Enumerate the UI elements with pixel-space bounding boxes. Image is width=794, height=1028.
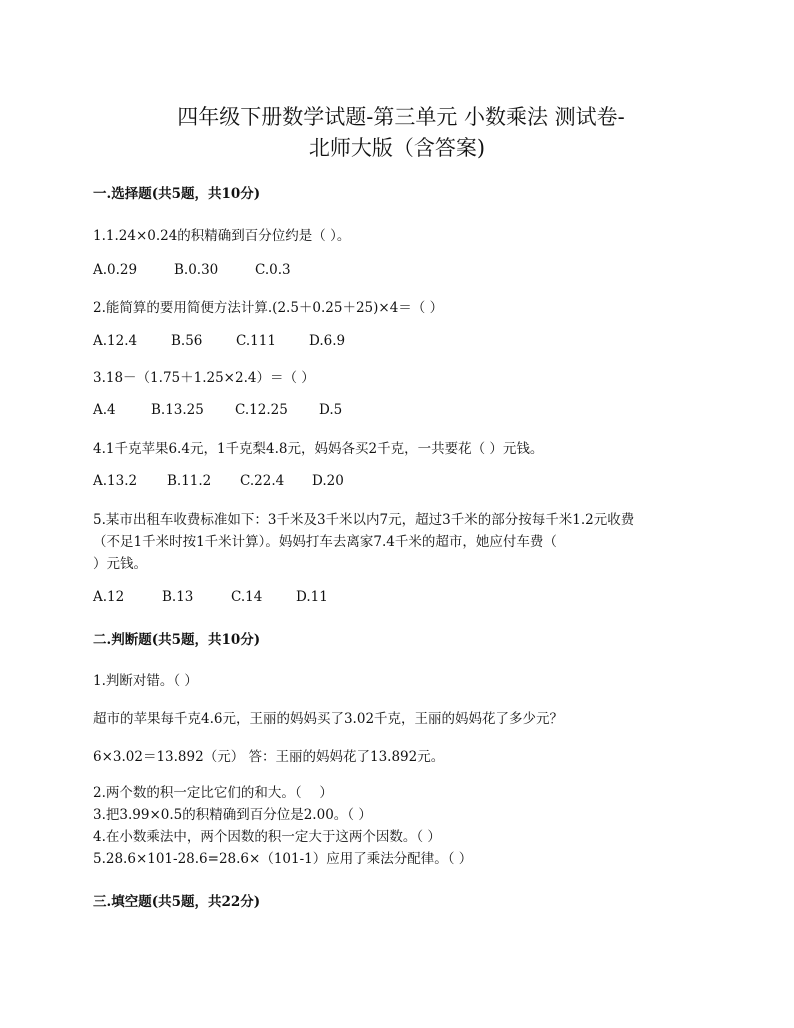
- option: C.12.25: [235, 402, 288, 418]
- option: D.11: [296, 589, 328, 605]
- section-heading-judgment: 二.判断题(共5题，共10分): [93, 632, 261, 648]
- question-text-line: ）元钱。: [93, 556, 147, 572]
- option: A.13.2: [93, 473, 138, 489]
- option: B.0.30: [174, 262, 219, 278]
- section-heading-fill: 三.填空题(共5题，共22分): [93, 894, 261, 910]
- option: C.0.3: [255, 262, 291, 278]
- judgment-item: 2.两个数的积一定比它们的和大。（ ）: [93, 785, 333, 801]
- question-text: 4.1千克苹果6.4元，1千克梨4.8元，妈妈各买2千克，一共要花（ ）元钱。: [93, 441, 544, 457]
- judgment-item: 5.28.6×101-28.6=28.6×（101-1）应用了乘法分配律。（ ）: [93, 851, 473, 867]
- option: A.4: [93, 402, 116, 418]
- option: D.6.9: [309, 333, 346, 349]
- question-text: 3.18－（1.75＋1.25×2.4）＝（ ）: [93, 370, 315, 386]
- option: C.22.4: [240, 473, 285, 489]
- option: B.13: [162, 589, 194, 605]
- option: A.0.29: [93, 262, 138, 278]
- judgment-item: 超市的苹果每千克4.6元，王丽的妈妈买了3.02千克，王丽的妈妈花了多少元？: [93, 711, 564, 727]
- judgment-item: 4.在小数乘法中，两个因数的积一定大于这两个因数。（ ）: [93, 829, 441, 845]
- option: B.11.2: [167, 473, 212, 489]
- judgment-item: 1.判断对错。（ ）: [93, 673, 198, 689]
- option: A.12: [93, 589, 125, 605]
- page-title-line-1: 四年级下册数学试题-第三单元 小数乘法 测试卷-: [177, 105, 625, 129]
- options-row: [93, 333, 345, 349]
- options-row: [93, 589, 328, 605]
- option: D.20: [312, 473, 344, 489]
- option: D.5: [319, 402, 343, 418]
- judgment-item: 3.把3.99×0.5的积精确到百分位是2.00。（ ）: [93, 807, 372, 823]
- section-heading-choice: 一.选择题(共5题，共10分): [93, 186, 261, 202]
- question-text-line: 5.某市出租车收费标准如下：3千米及3千米以内7元，超过3千米的部分按每千米1.2元收费: [93, 512, 635, 528]
- options-row: [93, 402, 342, 418]
- options-row: [93, 473, 344, 489]
- option: A.12.4: [93, 333, 138, 349]
- options-row: [93, 262, 291, 278]
- page-title-line-2: 北师大版（含答案): [308, 136, 486, 160]
- option: C.14: [231, 589, 263, 605]
- question-text: 1.1.24×0.24的积精确到百分位约是（ ）。: [93, 228, 351, 244]
- option: B.13.25: [151, 402, 204, 418]
- judgment-item: 6×3.02＝13.892（元） 答：王丽的妈妈花了13.892元。: [93, 749, 445, 765]
- option: B.56: [171, 333, 203, 349]
- option: C.111: [236, 333, 276, 349]
- question-text: 2.能简算的要用简便方法计算.(2.5＋0.25＋25)×4＝（ ）: [93, 300, 444, 316]
- question-text-line: （不足1千米时按1千米计算）。妈妈打车去离家7.4千米的超市，她应付车费（: [93, 534, 557, 550]
